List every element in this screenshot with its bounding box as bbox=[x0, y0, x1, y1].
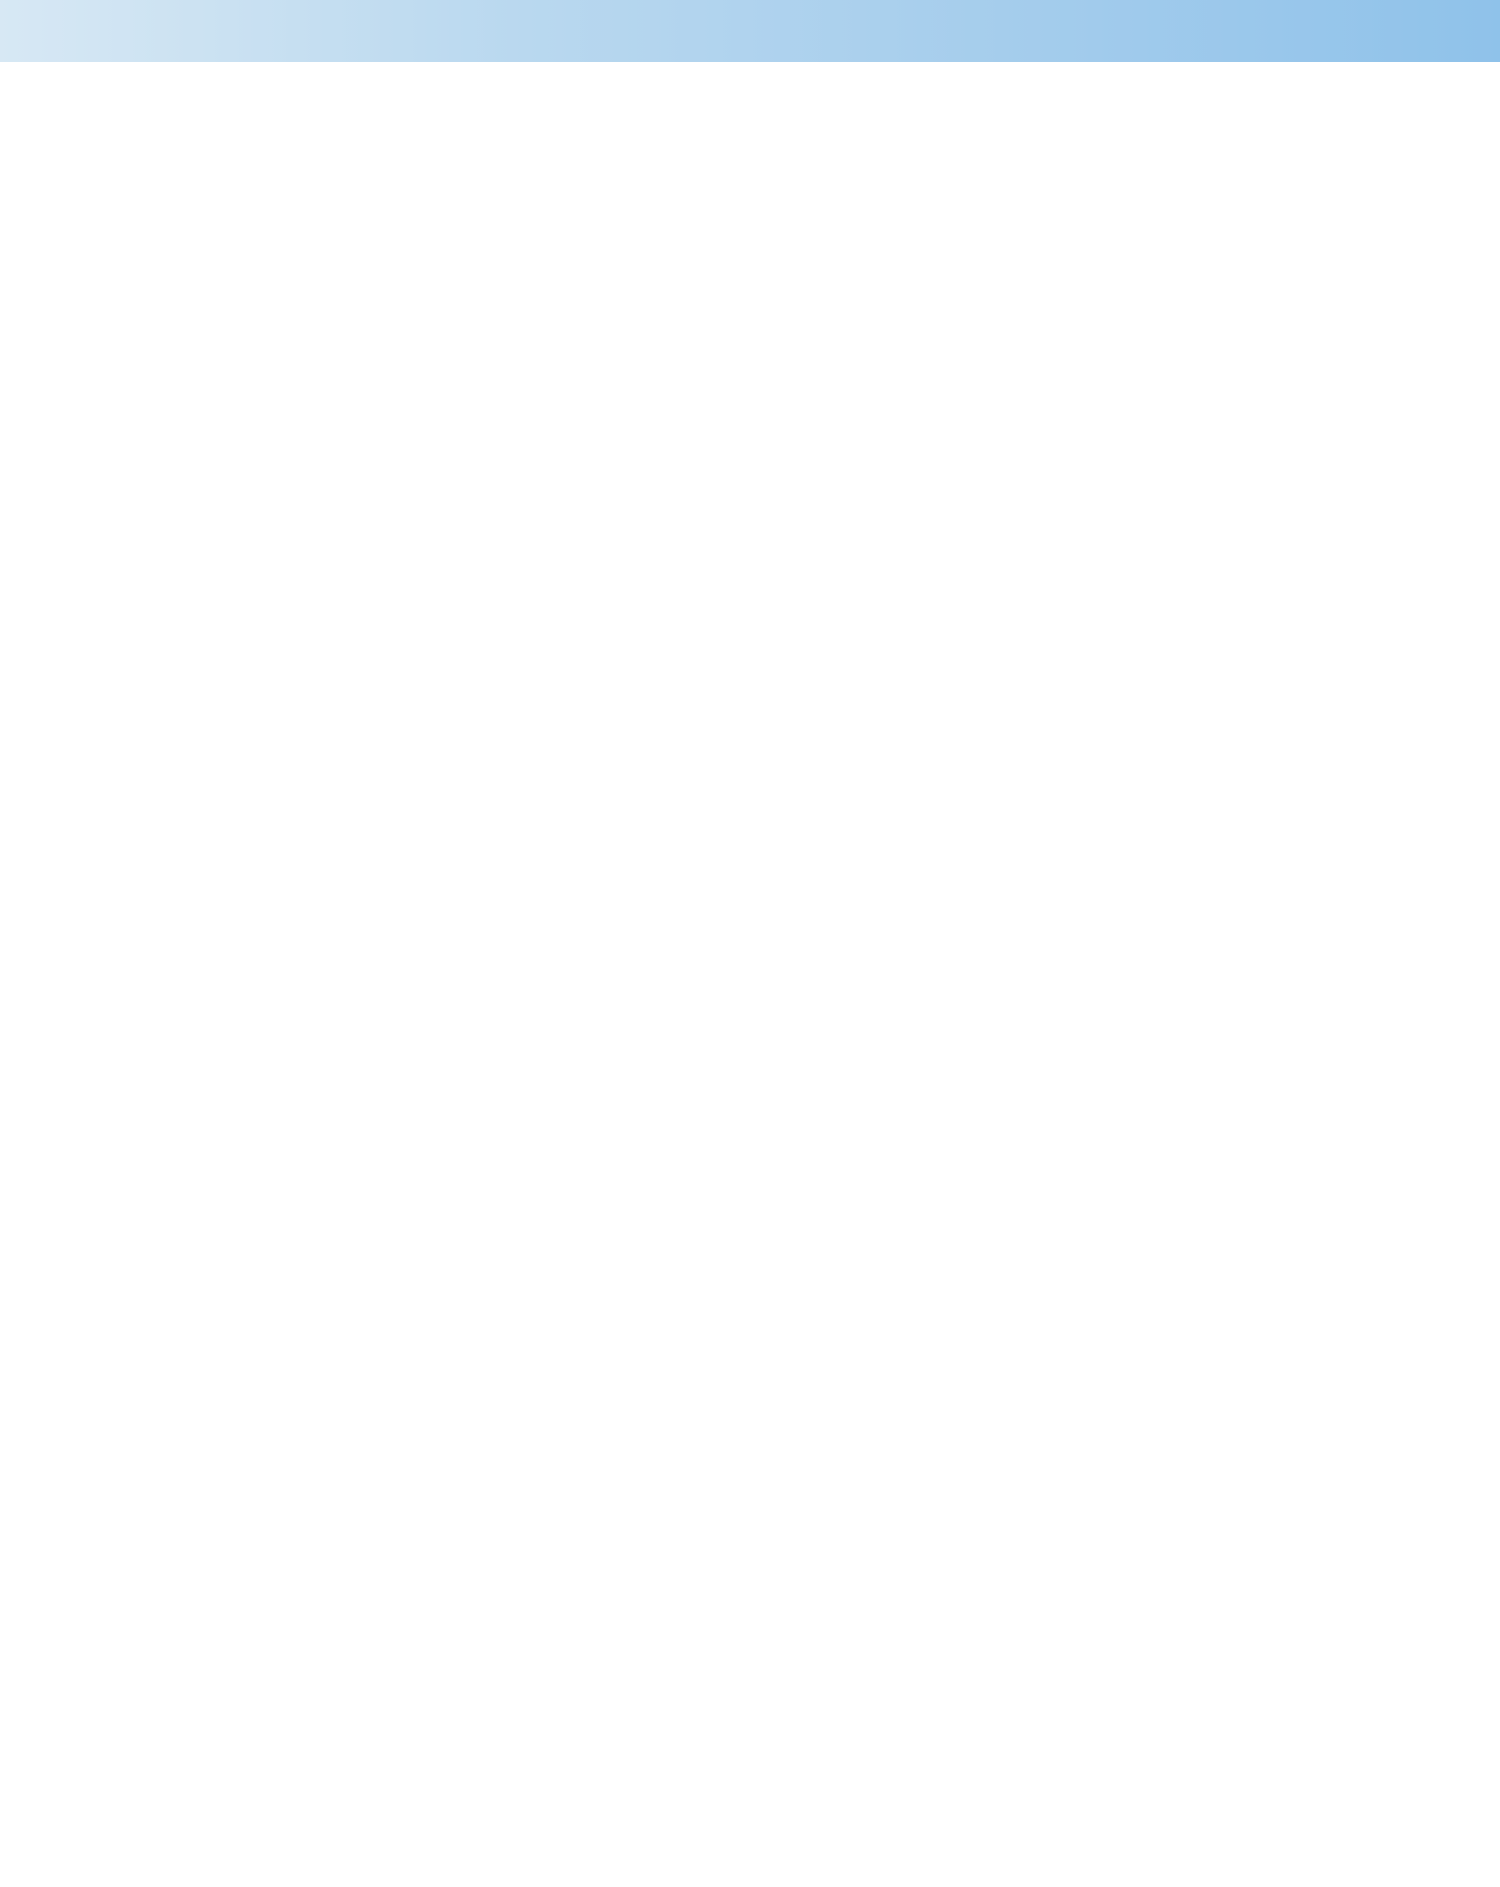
toc-entry[interactable] bbox=[703, 957, 1118, 998]
toc-section-heading[interactable] bbox=[186, 1029, 616, 1076]
toc-section bbox=[186, 508, 616, 555]
toc-entry[interactable] bbox=[703, 1039, 1118, 1080]
front-matter-entry[interactable] bbox=[231, 419, 616, 460]
toc-entry[interactable] bbox=[231, 974, 616, 1015]
toc-section-heading[interactable] bbox=[186, 630, 616, 677]
toc-entry[interactable] bbox=[231, 769, 616, 810]
toc-left-column bbox=[186, 378, 616, 1551]
toc-section bbox=[658, 859, 1118, 1326]
toc-entry[interactable] bbox=[703, 558, 1118, 599]
toc-entry[interactable] bbox=[703, 435, 1118, 476]
toc-entry[interactable] bbox=[231, 933, 616, 974]
toc-section bbox=[186, 1029, 616, 1537]
toc-right-column bbox=[658, 378, 1118, 1340]
toc-entry[interactable] bbox=[703, 998, 1118, 1039]
toc-entry[interactable] bbox=[703, 763, 1118, 804]
toc-entry[interactable] bbox=[231, 1168, 616, 1209]
toc-entry[interactable] bbox=[703, 640, 1118, 681]
toc-entry[interactable] bbox=[703, 1244, 1118, 1285]
toc-entry[interactable] bbox=[703, 916, 1118, 957]
toc-entry[interactable] bbox=[703, 517, 1118, 558]
toc-section-title-wrap bbox=[224, 1029, 234, 1076]
toc-entry[interactable] bbox=[231, 851, 616, 892]
toc-entry[interactable] bbox=[703, 1162, 1118, 1203]
toc-entry[interactable] bbox=[703, 1203, 1118, 1244]
front-matter-entry[interactable] bbox=[231, 378, 616, 419]
toc-entry[interactable] bbox=[703, 1080, 1118, 1121]
toc-entry[interactable] bbox=[231, 1127, 616, 1168]
right-sections bbox=[658, 378, 1118, 1326]
toc-section-entries bbox=[703, 435, 1118, 845]
toc-entry[interactable] bbox=[231, 1414, 616, 1455]
toc-entry[interactable] bbox=[703, 1121, 1118, 1162]
toc-entry[interactable] bbox=[231, 1291, 616, 1332]
toc-entry[interactable] bbox=[231, 1209, 616, 1250]
toc-entry[interactable] bbox=[703, 599, 1118, 640]
toc-entry[interactable] bbox=[231, 1332, 616, 1373]
toc-section bbox=[186, 569, 616, 616]
toc-section-heading[interactable] bbox=[658, 378, 1118, 425]
front-matter-list bbox=[231, 378, 616, 460]
toc-section-title-wrap bbox=[696, 859, 706, 906]
toc-section-heading[interactable] bbox=[186, 508, 616, 555]
toc-entry[interactable] bbox=[231, 687, 616, 728]
toc-entry[interactable] bbox=[231, 1455, 616, 1496]
toc-section-heading[interactable] bbox=[658, 859, 1118, 906]
toc-section bbox=[658, 378, 1118, 845]
toc-section-title-wrap bbox=[224, 569, 234, 616]
toc-entry[interactable] bbox=[231, 1086, 616, 1127]
toc-entry[interactable] bbox=[703, 804, 1118, 845]
toc-entry[interactable] bbox=[231, 1250, 616, 1291]
top-color-band bbox=[0, 0, 1500, 62]
toc-section-title-wrap bbox=[224, 508, 234, 555]
toc-entry[interactable] bbox=[703, 1285, 1118, 1326]
toc-entry[interactable] bbox=[703, 476, 1118, 517]
left-sections bbox=[186, 508, 616, 1537]
toc-entry[interactable] bbox=[231, 1496, 616, 1537]
toc-entry[interactable] bbox=[231, 728, 616, 769]
toc-section-heading[interactable] bbox=[186, 569, 616, 616]
toc-entry[interactable] bbox=[703, 722, 1118, 763]
toc-entry[interactable] bbox=[231, 1373, 616, 1414]
toc-section-title-wrap bbox=[224, 630, 234, 677]
toc-section bbox=[186, 630, 616, 1015]
toc-section-entries bbox=[231, 1086, 616, 1537]
toc-entry[interactable] bbox=[231, 892, 616, 933]
toc-section-entries bbox=[231, 687, 616, 1015]
toc-entry[interactable] bbox=[703, 681, 1118, 722]
toc-entry[interactable] bbox=[231, 810, 616, 851]
toc-section-title-wrap bbox=[696, 378, 706, 425]
toc-section-entries bbox=[703, 916, 1118, 1326]
